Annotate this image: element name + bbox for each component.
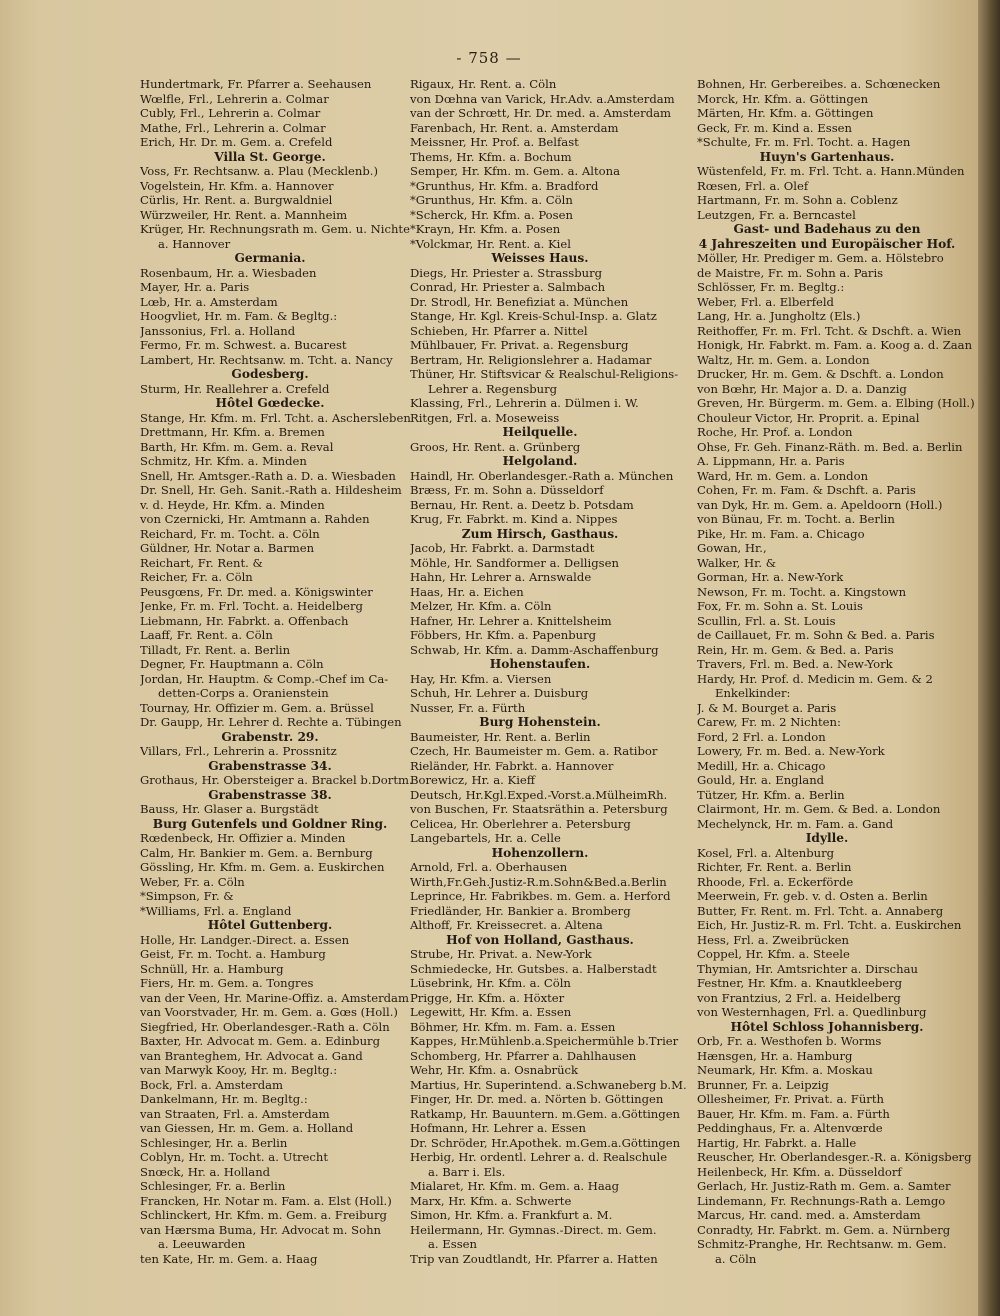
guest-entry: Schlesinger, Hr. a. Berlin bbox=[140, 1135, 288, 1150]
guest-entry: van Branteghem, Hr. Advocat a. Gand bbox=[140, 1048, 363, 1063]
guest-entry: Ollesheimer, Fr. Privat. a. Fürth bbox=[697, 1092, 884, 1106]
guest-entry: Dr. Strodl, Hr. Benefiziat a. München bbox=[410, 294, 629, 309]
guest-entry: Föbbers, Hr. Kfm. a. Papenburg bbox=[410, 628, 597, 642]
guest-entry: Marx, Hr. Kfm. a. Schwerte bbox=[410, 1193, 572, 1208]
section-heading: Godesberg. bbox=[231, 367, 309, 381]
guest-entry: Baxter, Hr. Advocat m. Gem. a. Edinburg bbox=[140, 1034, 380, 1048]
guest-entry: Lindemann, Fr. Rechnungs-Rath a. Lemgo bbox=[697, 1193, 946, 1208]
guest-entry: Siegfried, Hr. Oberlandesger.-Rath a. Cöln bbox=[140, 1019, 390, 1034]
guest-entry: Eich, Hr. Justiz-R. m. Frl. Tcht. a. Euskirchen bbox=[697, 918, 962, 932]
column-right bbox=[697, 77, 978, 1266]
section-heading: Germania. bbox=[234, 251, 306, 265]
guest-entry: Rein, Hr. m. Gem. & Bed. a. Paris bbox=[697, 642, 894, 657]
guest-entry: Bræss, Fr. m. Sohn a. Düsseldorf bbox=[410, 483, 604, 497]
guest-entry: Haas, Hr. a. Eichen bbox=[410, 584, 524, 599]
guest-entry: Lœb, Hr. a. Amsterdam bbox=[140, 294, 278, 309]
guest-entry: Marcus, Hr. cand. med. a. Amsterdam bbox=[697, 1208, 921, 1222]
guest-entry: Schmitz, Hr. Kfm. a. Minden bbox=[140, 454, 307, 468]
guest-entry: Jordan, Hr. Hauptm. & Comp.-Chef im Ca- bbox=[140, 671, 389, 686]
guest-entry: a. Essen bbox=[428, 1237, 477, 1251]
guest-entry: Ward, Hr. m. Gem. a. London bbox=[697, 468, 869, 483]
guest-entry: Villars, Frl., Lehrerin a. Prossnitz bbox=[140, 744, 337, 758]
guest-entry: Hahn, Hr. Lehrer a. Arnswalde bbox=[410, 570, 592, 584]
guest-entry: Snœck, Hr. a. Holland bbox=[140, 1164, 271, 1179]
guest-entry: Dankelmann, Hr. m. Begltg.: bbox=[140, 1092, 308, 1106]
guest-entry: Märten, Hr. Kfm. a. Göttingen bbox=[697, 106, 874, 120]
guest-entry: Borewicz, Hr. a. Kieff bbox=[410, 773, 536, 787]
guest-entry: Honigk, Hr. Fabrkt. m. Fam. a. Koog a. d. Zaan bbox=[697, 338, 973, 352]
section-heading: Huyn's Gartenhaus. bbox=[759, 149, 895, 164]
guest-entry: Laaff, Fr. Rent. a. Cöln bbox=[140, 628, 273, 642]
guest-entry: Newson, Fr. m. Tocht. a. Kingstown bbox=[697, 584, 907, 599]
guest-entry: Friedländer, Hr. Bankier a. Bromberg bbox=[410, 903, 631, 918]
guest-entry: Krüger, Hr. Rechnungsrath m. Gem. u. Nichte bbox=[140, 222, 410, 236]
guest-entry: de Caillauet, Fr. m. Sohn & Bed. a. Paris bbox=[697, 628, 935, 642]
guest-entry: Mathe, Frl., Lehrerin a. Colmar bbox=[140, 120, 326, 135]
guest-entry: Gössling, Hr. Kfm. m. Gem. a. Euskirchen bbox=[140, 860, 385, 874]
guest-entry: Gerlach, Hr. Justiz-Rath m. Gem. a. Samter bbox=[697, 1179, 951, 1193]
guest-entry: Haindl, Hr. Oberlandesger.-Rath a. München bbox=[410, 468, 674, 483]
guest-entry: van der Veen, Hr. Marine-Offiz. a. Amsterdam bbox=[140, 990, 409, 1005]
guest-entry: Janssonius, Frl. a. Holland bbox=[140, 323, 296, 338]
guest-entry: von Czernicki, Hr. Amtmann a. Rahden bbox=[140, 512, 370, 526]
guest-entry: Scullin, Frl. a. St. Louis bbox=[697, 613, 836, 628]
guest-entry: *Volckmar, Hr. Rent. a. Kiel bbox=[410, 236, 571, 251]
guest-entry: Roche, Hr. Prof. a. London bbox=[697, 425, 853, 439]
guest-entry: Wüstenfeld, Fr. m. Frl. Tcht. a. Hann.Münden bbox=[697, 164, 965, 178]
section-heading: Idylle. bbox=[805, 831, 849, 845]
guest-entry: Drettmann, Hr. Kfm. a. Bremen bbox=[140, 425, 325, 439]
guest-entry: Kappes, Hr.Mühlenb.a.Speichermühle b.Trier bbox=[410, 1034, 679, 1048]
guest-entry: Lehrer a. Regensburg bbox=[428, 381, 558, 396]
guest-entry: Reichart, Fr. Rent. & bbox=[140, 555, 263, 570]
guest-entry: Hay, Hr. Kfm. a. Viersen bbox=[410, 671, 552, 686]
guest-entry: Würzweiler, Hr. Rent. a. Mannheim bbox=[140, 207, 348, 222]
guest-entry: Coppel, Hr. Kfm. a. Steele bbox=[697, 947, 850, 961]
guest-entry: Morck, Hr. Kfm. a. Göttingen bbox=[697, 91, 869, 106]
guest-entry: Hartmann, Fr. m. Sohn a. Coblenz bbox=[697, 193, 898, 207]
section-heading: 4 Jahreszeiten und Europäischer Hof. bbox=[698, 236, 956, 251]
guest-entry: Möhle, Hr. Sandformer a. Delligsen bbox=[410, 555, 619, 570]
guest-entry: Thymian, Hr. Amtsrichter a. Dirschau bbox=[697, 961, 918, 976]
guest-entry: v. d. Heyde, Hr. Kfm. a. Minden bbox=[140, 497, 325, 512]
guest-entry: Bauss, Hr. Glaser a. Burgstädt bbox=[140, 802, 319, 816]
guest-entry: Ford, 2 Frl. a. London bbox=[697, 729, 826, 744]
guest-entry: van Marwyk Kooy, Hr. m. Begltg.: bbox=[140, 1063, 338, 1077]
guest-entry: Grothaus, Hr. Obersteiger a. Brackel b.Dortm. bbox=[140, 773, 413, 787]
guest-entry: Meissner, Hr. Prof. a. Belfast bbox=[410, 135, 579, 149]
guest-entry: Ritgen, Frl. a. Moseweiss bbox=[410, 410, 560, 425]
guest-entry: Schlösser, Fr. m. Begltg.: bbox=[697, 280, 845, 294]
guest-entry: Stange, Hr. Kgl. Kreis-Schul-Insp. a. Glatz bbox=[410, 309, 657, 323]
guest-entry: Hænsgen, Hr. a. Hamburg bbox=[697, 1048, 853, 1063]
guest-entry: *Scherck, Hr. Kfm. a. Posen bbox=[410, 207, 573, 222]
guest-entry: Rieländer, Hr. Fabrkt. a. Hannover bbox=[410, 758, 614, 773]
section-heading: Burg Gutenfels und Goldner Ring. bbox=[152, 816, 388, 831]
guest-entry: Ohse, Fr. Geh. Finanz-Räth. m. Bed. a. Berlin bbox=[697, 439, 963, 454]
guest-entry: von Frantzius, 2 Frl. a. Heidelberg bbox=[697, 990, 901, 1005]
guest-entry: Mayer, Hr. a. Paris bbox=[140, 280, 250, 294]
guest-entry: Hardy, Hr. Prof. d. Medicin m. Gem. & 2 bbox=[697, 671, 933, 686]
section-heading: Heilquelle. bbox=[502, 425, 578, 439]
guest-entry: Meerwein, Fr. geb. v. d. Osten a. Berlin bbox=[697, 889, 928, 903]
guest-entry: Langebartels, Hr. a. Celle bbox=[410, 831, 561, 845]
guest-entry: Francken, Hr. Notar m. Fam. a. Elst (Holl.) bbox=[140, 1193, 392, 1208]
guest-entry: Gowan, Hr., bbox=[697, 541, 767, 555]
guest-entry: Celicea, Hr. Oberlehrer a. Petersburg bbox=[410, 816, 631, 831]
guest-entry: *Krayn, Hr. Kfm. a. Posen bbox=[410, 222, 561, 236]
guest-entry: Butter, Fr. Rent. m. Frl. Tcht. a. Annaberg bbox=[697, 903, 944, 918]
section-heading: Grabenstrasse 38. bbox=[208, 787, 332, 802]
guest-entry: Sturm, Hr. Reallehrer a. Crefeld bbox=[140, 381, 330, 396]
guest-entry: Tilladt, Fr. Rent. a. Berlin bbox=[140, 642, 291, 657]
guest-entry: Simon, Hr. Kfm. a. Frankfurt a. M. bbox=[410, 1208, 613, 1222]
guest-entry: Diegs, Hr. Priester a. Strassburg bbox=[410, 265, 603, 280]
guest-entry: van der Schrœtt, Hr. Dr. med. a. Amsterdam bbox=[410, 106, 672, 120]
guest-entry: *Williams, Frl. a. England bbox=[140, 903, 292, 918]
guest-entry: Hafner, Hr. Lehrer a. Knittelsheim bbox=[410, 613, 612, 628]
guest-entry: Mühlbauer, Fr. Privat. a. Regensburg bbox=[410, 338, 629, 352]
guest-entry: van Straaten, Frl. a. Amsterdam bbox=[140, 1106, 330, 1121]
guest-entry: van Giessen, Hr. m. Gem. a. Holland bbox=[140, 1121, 354, 1135]
guest-entry: Arnold, Frl. a. Oberhausen bbox=[410, 860, 568, 874]
column-middle bbox=[410, 77, 700, 1266]
guest-entry: Schnüll, Hr. a. Hamburg bbox=[140, 961, 284, 976]
guest-entry: Geck, Fr. m. Kind a. Essen bbox=[697, 120, 852, 135]
guest-entry: Cürlis, Hr. Rent. a. Burgwaldniel bbox=[140, 193, 333, 207]
guest-entry: Groos, Hr. Rent. a. Grünberg bbox=[410, 439, 581, 454]
guest-entry: Wœlfle, Frl., Lehrerin a. Colmar bbox=[140, 91, 329, 106]
guest-entry: a. Barr i. Els. bbox=[428, 1164, 506, 1179]
guest-entry: Kosel, Frl. a. Altenburg bbox=[697, 845, 835, 860]
guest-entry: Liebmann, Hr. Fabrkt. a. Offenbach bbox=[140, 613, 349, 628]
guest-entry: Snell, Hr. Amtsger.-Rath a. D. a. Wiesbaden bbox=[140, 468, 396, 483]
guest-entry: Gorman, Hr. a. New-York bbox=[697, 570, 844, 584]
guest-entry: Waltz, Hr. m. Gem. a. London bbox=[697, 352, 870, 367]
guest-entry: Althoff, Fr. Kreissecret. a. Altena bbox=[410, 918, 603, 932]
guest-entry: Schieben, Hr. Pfarrer a. Nittel bbox=[410, 323, 588, 338]
guest-entry: Rosenbaum, Hr. a. Wiesbaden bbox=[140, 265, 317, 280]
guest-entry: Reithoffer, Fr. m. Frl. Tcht. & Dschft. a. Wien bbox=[697, 323, 962, 338]
guest-entry: Lüsebrink, Hr. Kfm. a. Cöln bbox=[410, 976, 571, 990]
guest-entry: Martius, Hr. Superintend. a.Schwaneberg b.M. bbox=[410, 1077, 687, 1092]
guest-entry: van Hærsma Buma, Hr. Advocat m. Sohn bbox=[140, 1222, 382, 1237]
section-heading: Grabenstr. 29. bbox=[221, 729, 319, 744]
guest-entry: Krug, Fr. Fabrkt. m. Kind a. Nippes bbox=[410, 512, 618, 526]
guest-entry: Schwab, Hr. Kfm. a. Damm-Aschaffenburg bbox=[410, 642, 659, 657]
section-heading: Burg Hohenstein. bbox=[479, 715, 601, 729]
guest-entry: Schomberg, Hr. Pfarrer a. Dahlhausen bbox=[410, 1048, 637, 1063]
guest-entry: Voss, Fr. Rechtsanw. a. Plau (Mecklenb.) bbox=[140, 164, 378, 178]
guest-entry: Mialaret, Hr. Kfm. m. Gem. a. Haag bbox=[410, 1179, 620, 1193]
guest-entry: a. Hannover bbox=[158, 236, 231, 251]
guest-entry: Ratkamp, Hr. Bauuntern. m.Gem. a.Göttingen bbox=[410, 1106, 681, 1121]
guest-entry: von Bœhr, Hr. Major a. D. a. Danzig bbox=[697, 381, 907, 396]
guest-entry: J. & M. Bourget a. Paris bbox=[697, 700, 837, 715]
guest-entry: Wirth,Fr.Geh.Justiz-R.m.Sohn&Bed.a.Berlin bbox=[410, 874, 667, 889]
guest-entry: *Simpson, Fr. & bbox=[140, 889, 234, 903]
guest-entry: Herbig, Hr. ordentl. Lehrer a. d. Realschule bbox=[410, 1150, 668, 1164]
guest-entry: Clairmont, Hr. m. Gem. & Bed. a. London bbox=[697, 802, 941, 816]
guest-entry: Chouleur Victor, Hr. Proprit. a. Epinal bbox=[697, 410, 920, 425]
guest-entry: *Schulte, Fr. m. Frl. Tocht. a. Hagen bbox=[697, 135, 911, 149]
guest-entry: Böhmer, Hr. Kfm. m. Fam. a. Essen bbox=[410, 1019, 616, 1034]
guest-entry: Melzer, Hr. Kfm. a. Cöln bbox=[410, 599, 552, 613]
guest-entry: Brunner, Fr. a. Leipzig bbox=[697, 1077, 829, 1092]
guest-entry: ten Kate, Hr. m. Gem. a. Haag bbox=[140, 1251, 318, 1266]
guest-entry: a. Leeuwarden bbox=[158, 1237, 246, 1251]
guest-entry: Bock, Frl. a. Amsterdam bbox=[140, 1077, 284, 1092]
guest-entry: Pike, Hr. m. Fam. a. Chicago bbox=[697, 526, 865, 541]
guest-entry: Möller, Hr. Prediger m. Gem. a. Hölstebro bbox=[697, 251, 944, 265]
guest-entry: Lambert, Hr. Rechtsanw. m. Tcht. a. Nancy bbox=[140, 352, 393, 367]
guest-entry: Rhoode, Frl. a. Eckerförde bbox=[697, 874, 854, 889]
book-spine bbox=[978, 0, 1000, 1316]
section-heading: Hôtel Gœdecke. bbox=[215, 396, 325, 410]
guest-entry: Leprince, Hr. Fabrikbes. m. Gem. a. Herford bbox=[410, 889, 671, 903]
guest-entry: Legewitt, Hr. Kfm. a. Essen bbox=[410, 1005, 572, 1019]
guest-entry: Dr. Snell, Hr. Geh. Sanit.-Rath a. Hildesheim bbox=[140, 483, 402, 497]
guest-entry: Strube, Hr. Privat. a. New-York bbox=[410, 947, 592, 961]
guest-entry: Conradty, Hr. Fabrkt. m. Gem. a. Nürnberg bbox=[697, 1222, 951, 1237]
guest-entry: Festner, Hr. Kfm. a. Knautkleeberg bbox=[697, 976, 903, 990]
guest-entry: Lang, Hr. a. Jungholtz (Els.) bbox=[697, 309, 861, 323]
guest-entry: Stange, Hr. Kfm. m. Frl. Tcht. a. Aschersleben bbox=[140, 410, 411, 425]
section-heading: Weisses Haus. bbox=[491, 251, 589, 265]
guest-entry: Peusgœns, Fr. Dr. med. a. Königswinter bbox=[140, 584, 373, 599]
guest-entry: Cubly, Frl., Lehrerin a. Colmar bbox=[140, 106, 321, 120]
guest-entry: Rœdenbeck, Hr. Offizier a. Minden bbox=[140, 831, 346, 845]
guest-entry: A. Lippmann, Hr. a. Paris bbox=[697, 454, 845, 468]
guest-entry: Enkelkinder: bbox=[715, 686, 791, 700]
guest-entry: Thems, Hr. Kfm. a. Bochum bbox=[410, 149, 572, 164]
guest-entry: Weber, Fr. a. Cöln bbox=[140, 874, 245, 889]
section-heading: Hohenzollern. bbox=[491, 845, 589, 860]
guest-entry: Baumeister, Hr. Rent. a. Berlin bbox=[410, 729, 591, 744]
guest-entry: *Grunthus, Hr. Kfm. a. Bradford bbox=[410, 178, 599, 193]
guest-entry: Neumark, Hr. Kfm. a. Moskau bbox=[697, 1063, 873, 1077]
guest-entry: Hess, Frl. a. Zweibrücken bbox=[697, 932, 850, 947]
guest-entry: Farenbach, Hr. Rent. a. Amsterdam bbox=[410, 120, 619, 135]
guest-entry: Holle, Hr. Landger.-Direct. a. Essen bbox=[140, 932, 350, 947]
guest-entry: Deutsch, Hr.Kgl.Exped.-Vorst.a.MülheimRh. bbox=[410, 787, 668, 802]
guest-entry: Travers, Frl. m. Bed. a. New-York bbox=[697, 657, 893, 671]
guest-entry: von Westernhagen, Frl. a. Quedlinburg bbox=[697, 1005, 927, 1019]
guest-entry: Reicher, Fr. a. Cöln bbox=[140, 570, 253, 584]
guest-entry: Heilermann, Hr. Gymnas.-Direct. m. Gem. bbox=[410, 1222, 657, 1237]
guest-entry: Richter, Fr. Rent. a. Berlin bbox=[697, 860, 852, 874]
section-heading: Hohenstaufen. bbox=[489, 657, 591, 671]
guest-entry: Hundertmark, Fr. Pfarrer a. Seehausen bbox=[140, 77, 372, 91]
guest-entry: Erich, Hr. Dr. m. Gem. a. Crefeld bbox=[140, 135, 333, 149]
guest-entry: Calm, Hr. Bankier m. Gem. a. Bernburg bbox=[140, 845, 373, 860]
guest-entry: Tournay, Hr. Offizier m. Gem. a. Brüssel bbox=[140, 700, 374, 715]
guest-entry: Fox, Fr. m. Sohn a. St. Louis bbox=[697, 599, 863, 613]
guest-entry: Weber, Frl. a. Elberfeld bbox=[697, 294, 834, 309]
guest-entry: Semper, Hr. Kfm. m. Gem. a. Altona bbox=[410, 164, 621, 178]
section-heading: Villa St. George. bbox=[214, 149, 326, 164]
guest-entry: Czech, Hr. Baumeister m. Gem. a. Ratibor bbox=[410, 744, 658, 758]
guest-entry: Barth, Hr. Kfm. m. Gem. a. Reval bbox=[140, 439, 334, 454]
guest-entry: Wehr, Hr. Kfm. a. Osnabrück bbox=[410, 1063, 579, 1077]
guest-entry: Dr. Schröder, Hr.Apothek. m.Gem.a.Göttingen bbox=[410, 1135, 681, 1150]
guest-entry: Conrad, Hr. Priester a. Salmbach bbox=[410, 280, 606, 294]
guest-entry: Bohnen, Hr. Gerbereibes. a. Schœnecken bbox=[697, 77, 941, 91]
guest-entry: a. Cöln bbox=[715, 1251, 757, 1266]
section-heading: Zum Hirsch, Gasthaus. bbox=[461, 526, 619, 541]
guest-entry: Fermo, Fr. m. Schwest. a. Bucarest bbox=[140, 338, 347, 352]
guest-entry: Lowery, Fr. m. Bed. a. New-York bbox=[697, 744, 885, 758]
guest-entry: Fiers, Hr. m. Gem. a. Tongres bbox=[140, 976, 314, 990]
guest-entry: Thüner, Hr. Stiftsvicar & Realschul-Religions- bbox=[410, 367, 679, 381]
guest-entry: van Dyk, Hr. m. Gem. a. Apeldoorn (Holl.) bbox=[697, 497, 943, 512]
column-left bbox=[140, 77, 430, 1266]
guest-entry: Heilenbeck, Hr. Kfm. a. Düsseldorf bbox=[697, 1164, 902, 1179]
guest-entry: Vogelstein, Hr. Kfm. a. Hannover bbox=[140, 178, 334, 193]
guest-entry: Schmiedecke, Hr. Gutsbes. a. Halberstadt bbox=[410, 961, 657, 976]
guest-entry: Bauer, Hr. Kfm. m. Fam. a. Fürth bbox=[697, 1106, 890, 1121]
guest-entry: Leutzgen, Fr. a. Berncastel bbox=[697, 207, 856, 222]
guest-entry: Medill, Hr. a. Chicago bbox=[697, 758, 826, 773]
guest-entry: Reichard, Fr. m. Tocht. a. Cöln bbox=[140, 526, 320, 541]
guest-entry: Hartig, Hr. Fabrkt. a. Halle bbox=[697, 1135, 857, 1150]
guest-entry: Jacob, Hr. Fabrkt. a. Darmstadt bbox=[410, 541, 595, 555]
guest-entry: Güldner, Hr. Notar a. Barmen bbox=[140, 541, 315, 555]
guest-entry: Walker, Hr. & bbox=[697, 555, 777, 570]
guest-entry: von Buschen, Fr. Staatsräthin a. Petersburg bbox=[410, 802, 668, 816]
guest-entry: Cohen, Fr. m. Fam. & Dschft. a. Paris bbox=[697, 483, 916, 497]
guest-entry: Trip van Zoudtlandt, Hr. Pfarrer a. Hatten bbox=[410, 1251, 658, 1266]
guest-entry: Schuh, Hr. Lehrer a. Duisburg bbox=[410, 686, 589, 700]
guest-entry: Mechelynck, Hr. m. Fam. a. Gand bbox=[697, 816, 894, 831]
page-number: - 758 — bbox=[456, 49, 522, 67]
guest-entry: Greven, Hr. Bürgerm. m. Gem. a. Elbing (Holl.) bbox=[697, 396, 975, 410]
guest-entry: Finger, Hr. Dr. med. a. Nörten b. Göttingen bbox=[410, 1092, 664, 1106]
guest-entry: Bernau, Hr. Rent. a. Deetz b. Potsdam bbox=[410, 497, 634, 512]
guest-entry: Nusser, Fr. a. Fürth bbox=[410, 700, 526, 715]
guest-entry: Rœsen, Frl. a. Olef bbox=[697, 178, 809, 193]
section-heading: Gast- und Badehaus zu den bbox=[733, 222, 921, 236]
guest-entry: detten-Corps a. Oranienstein bbox=[158, 686, 329, 700]
section-heading: Hôtel Guttenberg. bbox=[207, 918, 333, 932]
guest-entry: Coblyn, Hr. m. Tocht. a. Utrecht bbox=[140, 1150, 329, 1164]
guest-entry: Tützer, Hr. Kfm. a. Berlin bbox=[697, 787, 845, 802]
guest-entry: Klassing, Frl., Lehrerin a. Dülmen i. W. bbox=[410, 396, 639, 410]
guest-entry: Rigaux, Hr. Rent. a. Cöln bbox=[410, 77, 557, 91]
guest-entry: Carew, Fr. m. 2 Nichten: bbox=[697, 715, 841, 729]
guest-entry: Prigge, Hr. Kfm. a. Höxter bbox=[410, 990, 565, 1005]
section-heading: Hof von Holland, Gasthaus. bbox=[446, 932, 634, 947]
guest-entry: *Grunthus, Hr. Kfm. a. Cöln bbox=[410, 193, 573, 207]
guest-entry: Jenke, Fr. m. Frl. Tocht. a. Heidelberg bbox=[140, 599, 363, 613]
guest-entry: Dr. Gaupp, Hr. Lehrer d. Rechte a. Tübingen bbox=[140, 715, 402, 729]
guest-entry: van Voorstvader, Hr. m. Gem. a. Gœs (Holl.) bbox=[140, 1005, 398, 1019]
section-heading: Grabenstrasse 34. bbox=[208, 758, 332, 773]
guest-entry: von Dœhna van Varick, Hr.Adv. a.Amsterdam bbox=[410, 91, 675, 106]
guest-entry: Degner, Fr. Hauptmann a. Cöln bbox=[140, 657, 324, 671]
guest-entry: Schmitz-Pranghe, Hr. Rechtsanw. m. Gem. bbox=[697, 1237, 947, 1251]
guest-entry: Peddinghaus, Fr. a. Altenvœrde bbox=[697, 1121, 883, 1135]
guest-entry: Orb, Fr. a. Westhofen b. Worms bbox=[697, 1034, 882, 1048]
section-heading: Helgoland. bbox=[502, 454, 578, 468]
guest-entry: Bertram, Hr. Religionslehrer a. Hadamar bbox=[410, 352, 652, 367]
guest-entry: von Bünau, Fr. m. Tocht. a. Berlin bbox=[697, 512, 895, 526]
guest-entry: Gould, Hr. a. England bbox=[697, 773, 825, 787]
guest-entry: Schlinckert, Hr. Kfm. m. Gem. a. Freiburg bbox=[140, 1208, 387, 1222]
guest-entry: Reuscher, Hr. Oberlandesger.-R. a. Königsberg bbox=[697, 1150, 972, 1164]
section-heading: Hôtel Schloss Johannisberg. bbox=[730, 1019, 924, 1034]
guest-entry: Hoogvliet, Hr. m. Fam. & Begltg.: bbox=[140, 309, 338, 323]
guest-entry: de Maistre, Fr. m. Sohn a. Paris bbox=[697, 265, 884, 280]
guest-entry: Schlesinger, Fr. a. Berlin bbox=[140, 1179, 286, 1193]
guest-entry: Drucker, Hr. m. Gem. & Dschft. a. London bbox=[697, 367, 944, 381]
guest-entry: Geist, Fr. m. Tocht. a. Hamburg bbox=[140, 947, 326, 961]
guest-entry: Hofmann, Hr. Lehrer a. Essen bbox=[410, 1121, 586, 1135]
